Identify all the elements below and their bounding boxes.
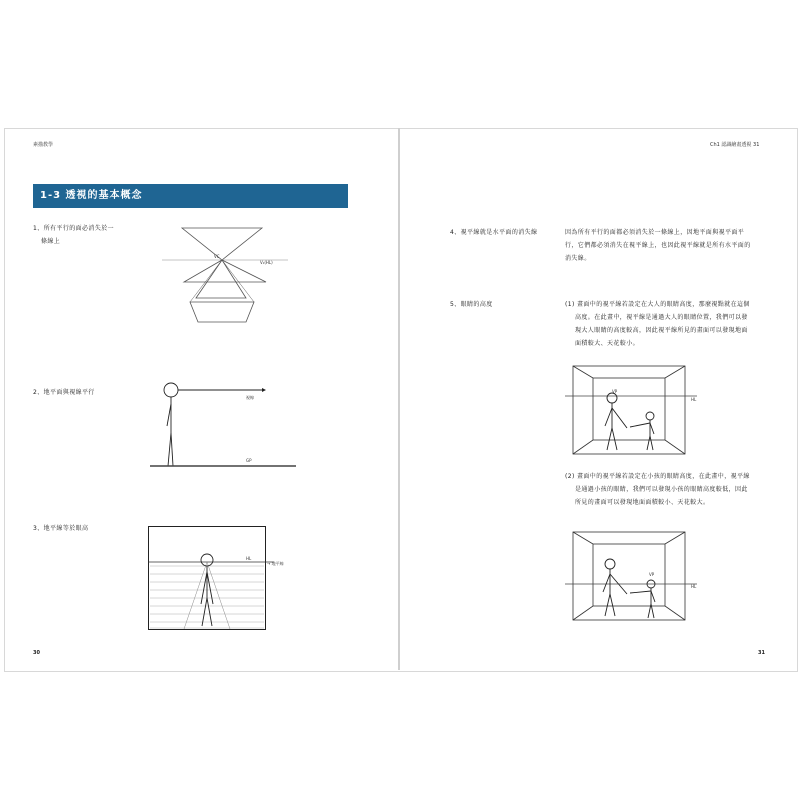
vp-label-2: VP (649, 572, 655, 577)
para2-line3: 所見的畫面可以發現地面面積較小、天花較大。 (575, 499, 710, 506)
vc-label: VC (214, 254, 220, 259)
section-title: 1-3 透視的基本概念 (33, 184, 348, 208)
item4-line2: 行，它們都必須消失在視平線上，也因此視平線就是所有水平面的 (565, 242, 751, 249)
figure-eye-level (148, 526, 293, 631)
horizon-label: → 地平線 (267, 561, 284, 566)
left-page-number: 30 (33, 650, 40, 656)
item4-line1: 因為所有平行的面都必須消失於一條線上，因地平面與視平面平 (565, 229, 745, 236)
item4-body (565, 226, 775, 265)
hl-label-1: HL (691, 397, 697, 402)
item3-text: 3、地平線等於眼高 (33, 525, 89, 532)
hl-label-2: HL (691, 584, 697, 589)
para2-line1: (2) 畫面中的視平線若設定在小孩的眼睛高度，在此畫中，視平線 (565, 473, 750, 480)
item1-line2: 條線上 (41, 238, 61, 245)
item5-para2 (565, 470, 775, 509)
room-figure-child-eye (565, 532, 715, 622)
book-gutter (398, 128, 400, 670)
right-page-number: 31 (758, 650, 765, 656)
item1-line1: 1、所有平行的面必消失於一 (33, 225, 115, 232)
item2-text: 2、地平面與視線平行 (33, 389, 95, 396)
right-running-header: Ch1 認識繪畫透視 31 (710, 142, 760, 148)
v1-hl-label: V₁(HL) (260, 260, 273, 265)
para1-line4: 面積較大、天花較小。 (575, 340, 640, 347)
item4-line3: 消失線。 (565, 255, 591, 262)
left-running-header: 素描教學 (33, 142, 54, 148)
figure-sight-line (150, 378, 300, 473)
item5-para1 (565, 298, 775, 350)
item5-title: 5、眼睛的高度 (450, 301, 493, 308)
para2-line2: 是通過小孩的眼睛，我們可以發現小孩的眼睛高度較低，因此 (575, 486, 748, 493)
para1-line1: (1) 畫面中的視平線若設定在大人的眼睛高度，那麼視點就在這個 (565, 301, 750, 308)
item4-title: 4、視平線就是水平面的消失線 (450, 229, 538, 236)
sight-label: 視線 (246, 395, 254, 400)
vanishing-planes-figure (170, 222, 290, 327)
para1-line3: 現大人眼睛的高度較高，因此視平線所見的畫面可以發現地面 (575, 327, 748, 334)
room-figure-adult-eye (565, 366, 715, 456)
item1-text (33, 222, 114, 248)
gp-label: GP (246, 458, 252, 463)
vp-label-1: VP (612, 389, 618, 394)
hl-label: HL (246, 556, 252, 561)
para1-line2: 高度。在此畫中，視平線是通過大人的眼睛位置，我們可以發 (575, 314, 748, 321)
